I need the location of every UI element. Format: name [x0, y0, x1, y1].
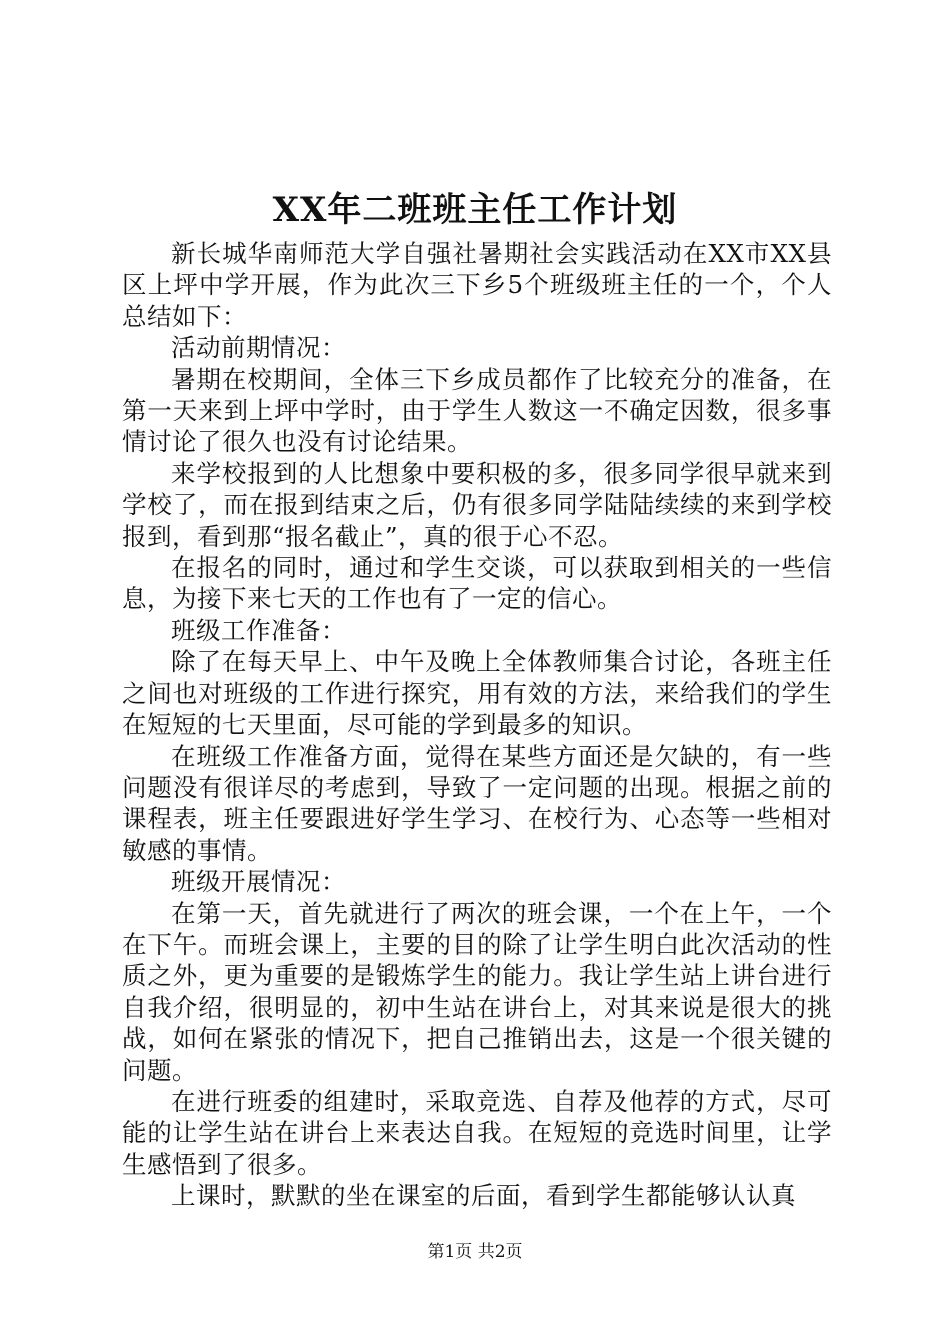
paragraph: 在班级工作准备方面，觉得在某些方面还是欠缺的，有一些问题没有很详尽的考虑到，导致了一定问题的出现。根据之前的课程表，班主任要跟进好学生学习、在校行为、心态等一些相对敏感的事情。 — [122, 741, 832, 865]
paragraph: 在第一天，首先就进行了两次的班会课，一个在上午，一个在下午。而班会课上，主要的目的除了让学生明白此次活动的性质之外，更为重要的是锻炼学生的能力。我让学生站上讲台进行自我介绍，很明显的，初中生站在讲台上，对其来说是很大的挑战，如何在紧张的情况下，把自己推销出去，这是一个很关键的问题。 — [122, 898, 832, 1085]
document-title: XX年二班班主任工作计划 — [272, 190, 678, 230]
section-heading: 班级开展情况： — [171, 867, 346, 897]
paragraph: 在报名的同时，通过和学生交谈，可以获取到相关的一些信息，为接下来七天的工作也有了一定的信心。 — [122, 553, 832, 614]
section-heading: 班级工作准备： — [171, 615, 346, 645]
paragraph: 来学校报到的人比想象中要积极的多，很多同学很早就来到学校了，而在报到结束之后，仍有很多同学陆陆续续的来到学校报到，看到那“报名截止”，真的很于心不忍。 — [122, 458, 832, 551]
document-body — [122, 238, 832, 1212]
paragraph: 上课时，默默的坐在课室的后面，看到学生都能够认认真 — [171, 1181, 796, 1211]
page-number-footer: 第1页 共2页 — [427, 1242, 523, 1262]
paragraph: 除了在每天早上、中午及晚上全体教师集合讨论，各班主任之间也对班级的工作进行探究，用有效的方法，来给我们的学生在短短的七天里面，尽可能的学到最多的知识。 — [122, 647, 832, 740]
paragraph: 暑期在校期间，全体三下乡成员都作了比较充分的准备，在第一天来到上坪中学时，由于学生人数这一不确定因数，很多事情讨论了很久也没有讨论结果。 — [122, 364, 832, 457]
paragraph: 在进行班委的组建时，采取竞选、自荐及他荐的方式，尽可能的让学生站在讲台上来表达自我。在短短的竞选时间里，让学生感悟到了很多。 — [122, 1086, 832, 1179]
paragraph: 新长城华南师范大学自强社暑期社会实践活动在XX市XX县区上坪中学开展，作为此次三下乡5个班级班主任的一个，个人总结如下： — [122, 239, 832, 331]
section-heading: 活动前期情况： — [171, 333, 346, 363]
